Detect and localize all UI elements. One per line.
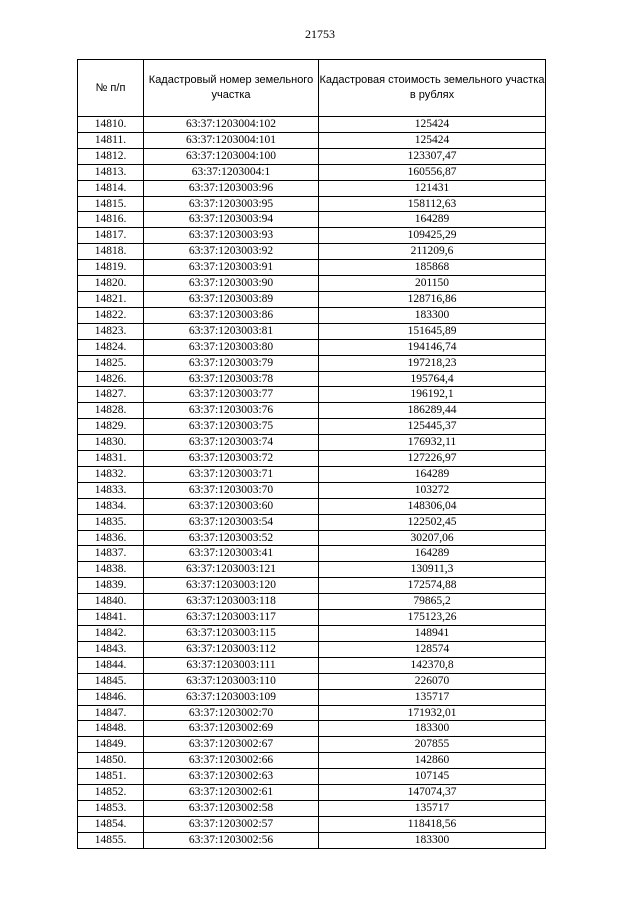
- cell-cadastral-number: 63:37:1203003:77: [144, 387, 319, 403]
- table-row: [78, 244, 546, 260]
- cell-cadastral-value: 125424: [319, 132, 546, 148]
- cell-cadastral-number: 63:37:1203003:90: [144, 276, 319, 292]
- cell-index: 14853.: [78, 800, 144, 816]
- cell-cadastral-value: 151645,89: [319, 323, 546, 339]
- cell-cadastral-value: 207855: [319, 737, 546, 753]
- table-row: [78, 721, 546, 737]
- cell-index: 14833.: [78, 482, 144, 498]
- cell-index: 14844.: [78, 657, 144, 673]
- cell-cadastral-number: 63:37:1203002:58: [144, 800, 319, 816]
- cell-index: 14839.: [78, 578, 144, 594]
- cell-cadastral-value: 176932,11: [319, 435, 546, 451]
- cell-cadastral-value: 147074,37: [319, 785, 546, 801]
- cell-index: 14832.: [78, 466, 144, 482]
- cell-cadastral-value: 135717: [319, 800, 546, 816]
- table-row: [78, 371, 546, 387]
- cell-index: 14835.: [78, 514, 144, 530]
- cell-index: 14831.: [78, 451, 144, 467]
- table-row: [78, 832, 546, 848]
- cell-cadastral-value: 128574: [319, 641, 546, 657]
- cell-cadastral-number: 63:37:1203003:115: [144, 626, 319, 642]
- header-index: № п/п: [78, 60, 144, 117]
- cell-cadastral-value: 148306,04: [319, 498, 546, 514]
- table-row: [78, 610, 546, 626]
- cell-index: 14846.: [78, 689, 144, 705]
- cell-cadastral-number: 63:37:1203003:60: [144, 498, 319, 514]
- cell-cadastral-number: 63:37:1203002:67: [144, 737, 319, 753]
- cell-cadastral-value: 226070: [319, 673, 546, 689]
- cell-cadastral-number: 63:37:1203002:66: [144, 753, 319, 769]
- cell-cadastral-number: 63:37:1203004:102: [144, 117, 319, 133]
- table-row: [78, 260, 546, 276]
- header-cadastral-number: Кадастровый номер земельного участка: [144, 60, 319, 117]
- table-row: [78, 594, 546, 610]
- table-row: [78, 291, 546, 307]
- cell-index: 14828.: [78, 403, 144, 419]
- cell-cadastral-value: 197218,23: [319, 355, 546, 371]
- cell-cadastral-number: 63:37:1203003:112: [144, 641, 319, 657]
- cell-cadastral-value: 211209,6: [319, 244, 546, 260]
- table-row: [78, 530, 546, 546]
- table-row: [78, 117, 546, 133]
- table-row: [78, 546, 546, 562]
- cell-index: 14843.: [78, 641, 144, 657]
- cell-cadastral-value: 118418,56: [319, 816, 546, 832]
- cell-cadastral-value: 123307,47: [319, 148, 546, 164]
- table-row: [78, 451, 546, 467]
- cell-index: 14847.: [78, 705, 144, 721]
- table-row: [78, 578, 546, 594]
- cell-cadastral-number: 63:37:1203003:92: [144, 244, 319, 260]
- cell-index: 14836.: [78, 530, 144, 546]
- cadastral-table: [77, 59, 546, 849]
- table-row: [78, 514, 546, 530]
- header-cadastral-value: Кадастровая стоимость земельного участка в рублях: [319, 60, 546, 117]
- cell-cadastral-value: 135717: [319, 689, 546, 705]
- cell-cadastral-value: 148941: [319, 626, 546, 642]
- page-number: 21753: [305, 27, 335, 41]
- cell-index: 14850.: [78, 753, 144, 769]
- cell-index: 14837.: [78, 546, 144, 562]
- table-row: [78, 689, 546, 705]
- cell-index: 14830.: [78, 435, 144, 451]
- cell-index: 14810.: [78, 117, 144, 133]
- cell-cadastral-value: 130911,3: [319, 562, 546, 578]
- cell-cadastral-value: 194146,74: [319, 339, 546, 355]
- cell-cadastral-value: 196192,1: [319, 387, 546, 403]
- cell-cadastral-number: 63:37:1203003:52: [144, 530, 319, 546]
- cell-index: 14845.: [78, 673, 144, 689]
- cell-index: 14834.: [78, 498, 144, 514]
- table-row: [78, 339, 546, 355]
- cell-cadastral-value: 109425,29: [319, 228, 546, 244]
- cell-cadastral-value: 186289,44: [319, 403, 546, 419]
- cell-cadastral-value: 122502,45: [319, 514, 546, 530]
- cell-index: 14823.: [78, 323, 144, 339]
- cell-cadastral-number: 63:37:1203003:78: [144, 371, 319, 387]
- cell-cadastral-value: 195764,4: [319, 371, 546, 387]
- cell-index: 14819.: [78, 260, 144, 276]
- cell-cadastral-value: 160556,87: [319, 164, 546, 180]
- cell-index: 14821.: [78, 291, 144, 307]
- cell-cadastral-number: 63:37:1203003:96: [144, 180, 319, 196]
- table-row: [78, 355, 546, 371]
- cell-cadastral-value: 79865,2: [319, 594, 546, 610]
- cell-index: 14816.: [78, 212, 144, 228]
- cell-cadastral-number: 63:37:1203002:57: [144, 816, 319, 832]
- cell-cadastral-value: 121431: [319, 180, 546, 196]
- table-row: [78, 785, 546, 801]
- cell-cadastral-number: 63:37:1203003:117: [144, 610, 319, 626]
- table-row: [78, 816, 546, 832]
- cell-cadastral-number: 63:37:1203003:121: [144, 562, 319, 578]
- cell-cadastral-value: 142860: [319, 753, 546, 769]
- cell-index: 14824.: [78, 339, 144, 355]
- cell-cadastral-value: 158112,63: [319, 196, 546, 212]
- cell-cadastral-value: 107145: [319, 769, 546, 785]
- cell-cadastral-value: 125424: [319, 117, 546, 133]
- table-row: [78, 435, 546, 451]
- cell-cadastral-number: 63:37:1203002:70: [144, 705, 319, 721]
- cell-index: 14815.: [78, 196, 144, 212]
- cell-cadastral-value: 175123,26: [319, 610, 546, 626]
- cell-cadastral-value: 164289: [319, 546, 546, 562]
- cell-index: 14849.: [78, 737, 144, 753]
- cell-cadastral-value: 142370,8: [319, 657, 546, 673]
- table-row: [78, 307, 546, 323]
- cell-index: 14841.: [78, 610, 144, 626]
- table-row: [78, 753, 546, 769]
- cell-cadastral-number: 63:37:1203003:118: [144, 594, 319, 610]
- cell-cadastral-number: 63:37:1203002:56: [144, 832, 319, 848]
- cell-index: 14818.: [78, 244, 144, 260]
- cell-cadastral-number: 63:37:1203002:63: [144, 769, 319, 785]
- table-row: [78, 641, 546, 657]
- cell-index: 14826.: [78, 371, 144, 387]
- cell-cadastral-value: 127226,97: [319, 451, 546, 467]
- cell-cadastral-number: 63:37:1203004:101: [144, 132, 319, 148]
- cell-index: 14854.: [78, 816, 144, 832]
- cell-index: 14811.: [78, 132, 144, 148]
- table-row: [78, 180, 546, 196]
- cell-cadastral-number: 63:37:1203003:80: [144, 339, 319, 355]
- cell-index: 14812.: [78, 148, 144, 164]
- cell-cadastral-number: 63:37:1203004:100: [144, 148, 319, 164]
- cell-cadastral-number: 63:37:1203003:89: [144, 291, 319, 307]
- table-row: [78, 657, 546, 673]
- cell-cadastral-number: 63:37:1203003:54: [144, 514, 319, 530]
- cell-cadastral-value: 125445,37: [319, 419, 546, 435]
- cell-index: 14840.: [78, 594, 144, 610]
- table-row: [78, 164, 546, 180]
- cell-index: 14825.: [78, 355, 144, 371]
- table-row: [78, 705, 546, 721]
- cell-cadastral-value: 164289: [319, 466, 546, 482]
- cell-cadastral-value: 172574,88: [319, 578, 546, 594]
- cell-index: 14829.: [78, 419, 144, 435]
- cell-index: 14848.: [78, 721, 144, 737]
- cell-cadastral-number: 63:37:1203003:76: [144, 403, 319, 419]
- cell-cadastral-number: 63:37:1203003:72: [144, 451, 319, 467]
- table-row: [78, 626, 546, 642]
- cell-cadastral-number: 63:37:1203003:86: [144, 307, 319, 323]
- cell-cadastral-number: 63:37:1203003:94: [144, 212, 319, 228]
- cell-index: 14813.: [78, 164, 144, 180]
- cell-index: 14820.: [78, 276, 144, 292]
- table-row: [78, 769, 546, 785]
- cell-index: 14851.: [78, 769, 144, 785]
- cell-cadastral-value: 183300: [319, 721, 546, 737]
- table-row: [78, 482, 546, 498]
- cell-index: 14817.: [78, 228, 144, 244]
- cell-cadastral-value: 128716,86: [319, 291, 546, 307]
- table-body: [78, 117, 546, 849]
- cell-cadastral-number: 63:37:1203003:91: [144, 260, 319, 276]
- cell-cadastral-value: 164289: [319, 212, 546, 228]
- cell-cadastral-number: 63:37:1203004:1: [144, 164, 319, 180]
- cell-cadastral-number: 63:37:1203003:70: [144, 482, 319, 498]
- cell-cadastral-number: 63:37:1203003:93: [144, 228, 319, 244]
- table-row: [78, 323, 546, 339]
- cell-cadastral-number: 63:37:1203003:79: [144, 355, 319, 371]
- table-row: [78, 673, 546, 689]
- cell-index: 14814.: [78, 180, 144, 196]
- cell-cadastral-value: 103272: [319, 482, 546, 498]
- table-row: [78, 196, 546, 212]
- table-row: [78, 387, 546, 403]
- cell-cadastral-number: 63:37:1203002:61: [144, 785, 319, 801]
- cell-cadastral-number: 63:37:1203003:95: [144, 196, 319, 212]
- cell-cadastral-value: 201150: [319, 276, 546, 292]
- table-header-row: [78, 60, 546, 117]
- cell-cadastral-number: 63:37:1203003:111: [144, 657, 319, 673]
- cell-cadastral-number: 63:37:1203003:41: [144, 546, 319, 562]
- table-row: [78, 276, 546, 292]
- table-row: [78, 132, 546, 148]
- table-row: [78, 148, 546, 164]
- cell-cadastral-number: 63:37:1203003:109: [144, 689, 319, 705]
- cell-index: 14827.: [78, 387, 144, 403]
- table-row: [78, 228, 546, 244]
- table-row: [78, 419, 546, 435]
- cell-index: 14842.: [78, 626, 144, 642]
- cell-cadastral-value: 185868: [319, 260, 546, 276]
- table-row: [78, 212, 546, 228]
- table-row: [78, 403, 546, 419]
- cell-index: 14852.: [78, 785, 144, 801]
- cell-cadastral-value: 183300: [319, 832, 546, 848]
- cell-cadastral-number: 63:37:1203002:69: [144, 721, 319, 737]
- table-row: [78, 737, 546, 753]
- cell-cadastral-number: 63:37:1203003:81: [144, 323, 319, 339]
- table-row: [78, 466, 546, 482]
- cell-cadastral-number: 63:37:1203003:74: [144, 435, 319, 451]
- cell-index: 14838.: [78, 562, 144, 578]
- table-row: [78, 498, 546, 514]
- cell-cadastral-value: 171932,01: [319, 705, 546, 721]
- cell-cadastral-value: 183300: [319, 307, 546, 323]
- cell-cadastral-number: 63:37:1203003:75: [144, 419, 319, 435]
- table-row: [78, 562, 546, 578]
- table-row: [78, 800, 546, 816]
- cell-cadastral-value: 30207,06: [319, 530, 546, 546]
- cell-cadastral-number: 63:37:1203003:120: [144, 578, 319, 594]
- cell-cadastral-number: 63:37:1203003:71: [144, 466, 319, 482]
- cell-cadastral-number: 63:37:1203003:110: [144, 673, 319, 689]
- cell-index: 14855.: [78, 832, 144, 848]
- cell-index: 14822.: [78, 307, 144, 323]
